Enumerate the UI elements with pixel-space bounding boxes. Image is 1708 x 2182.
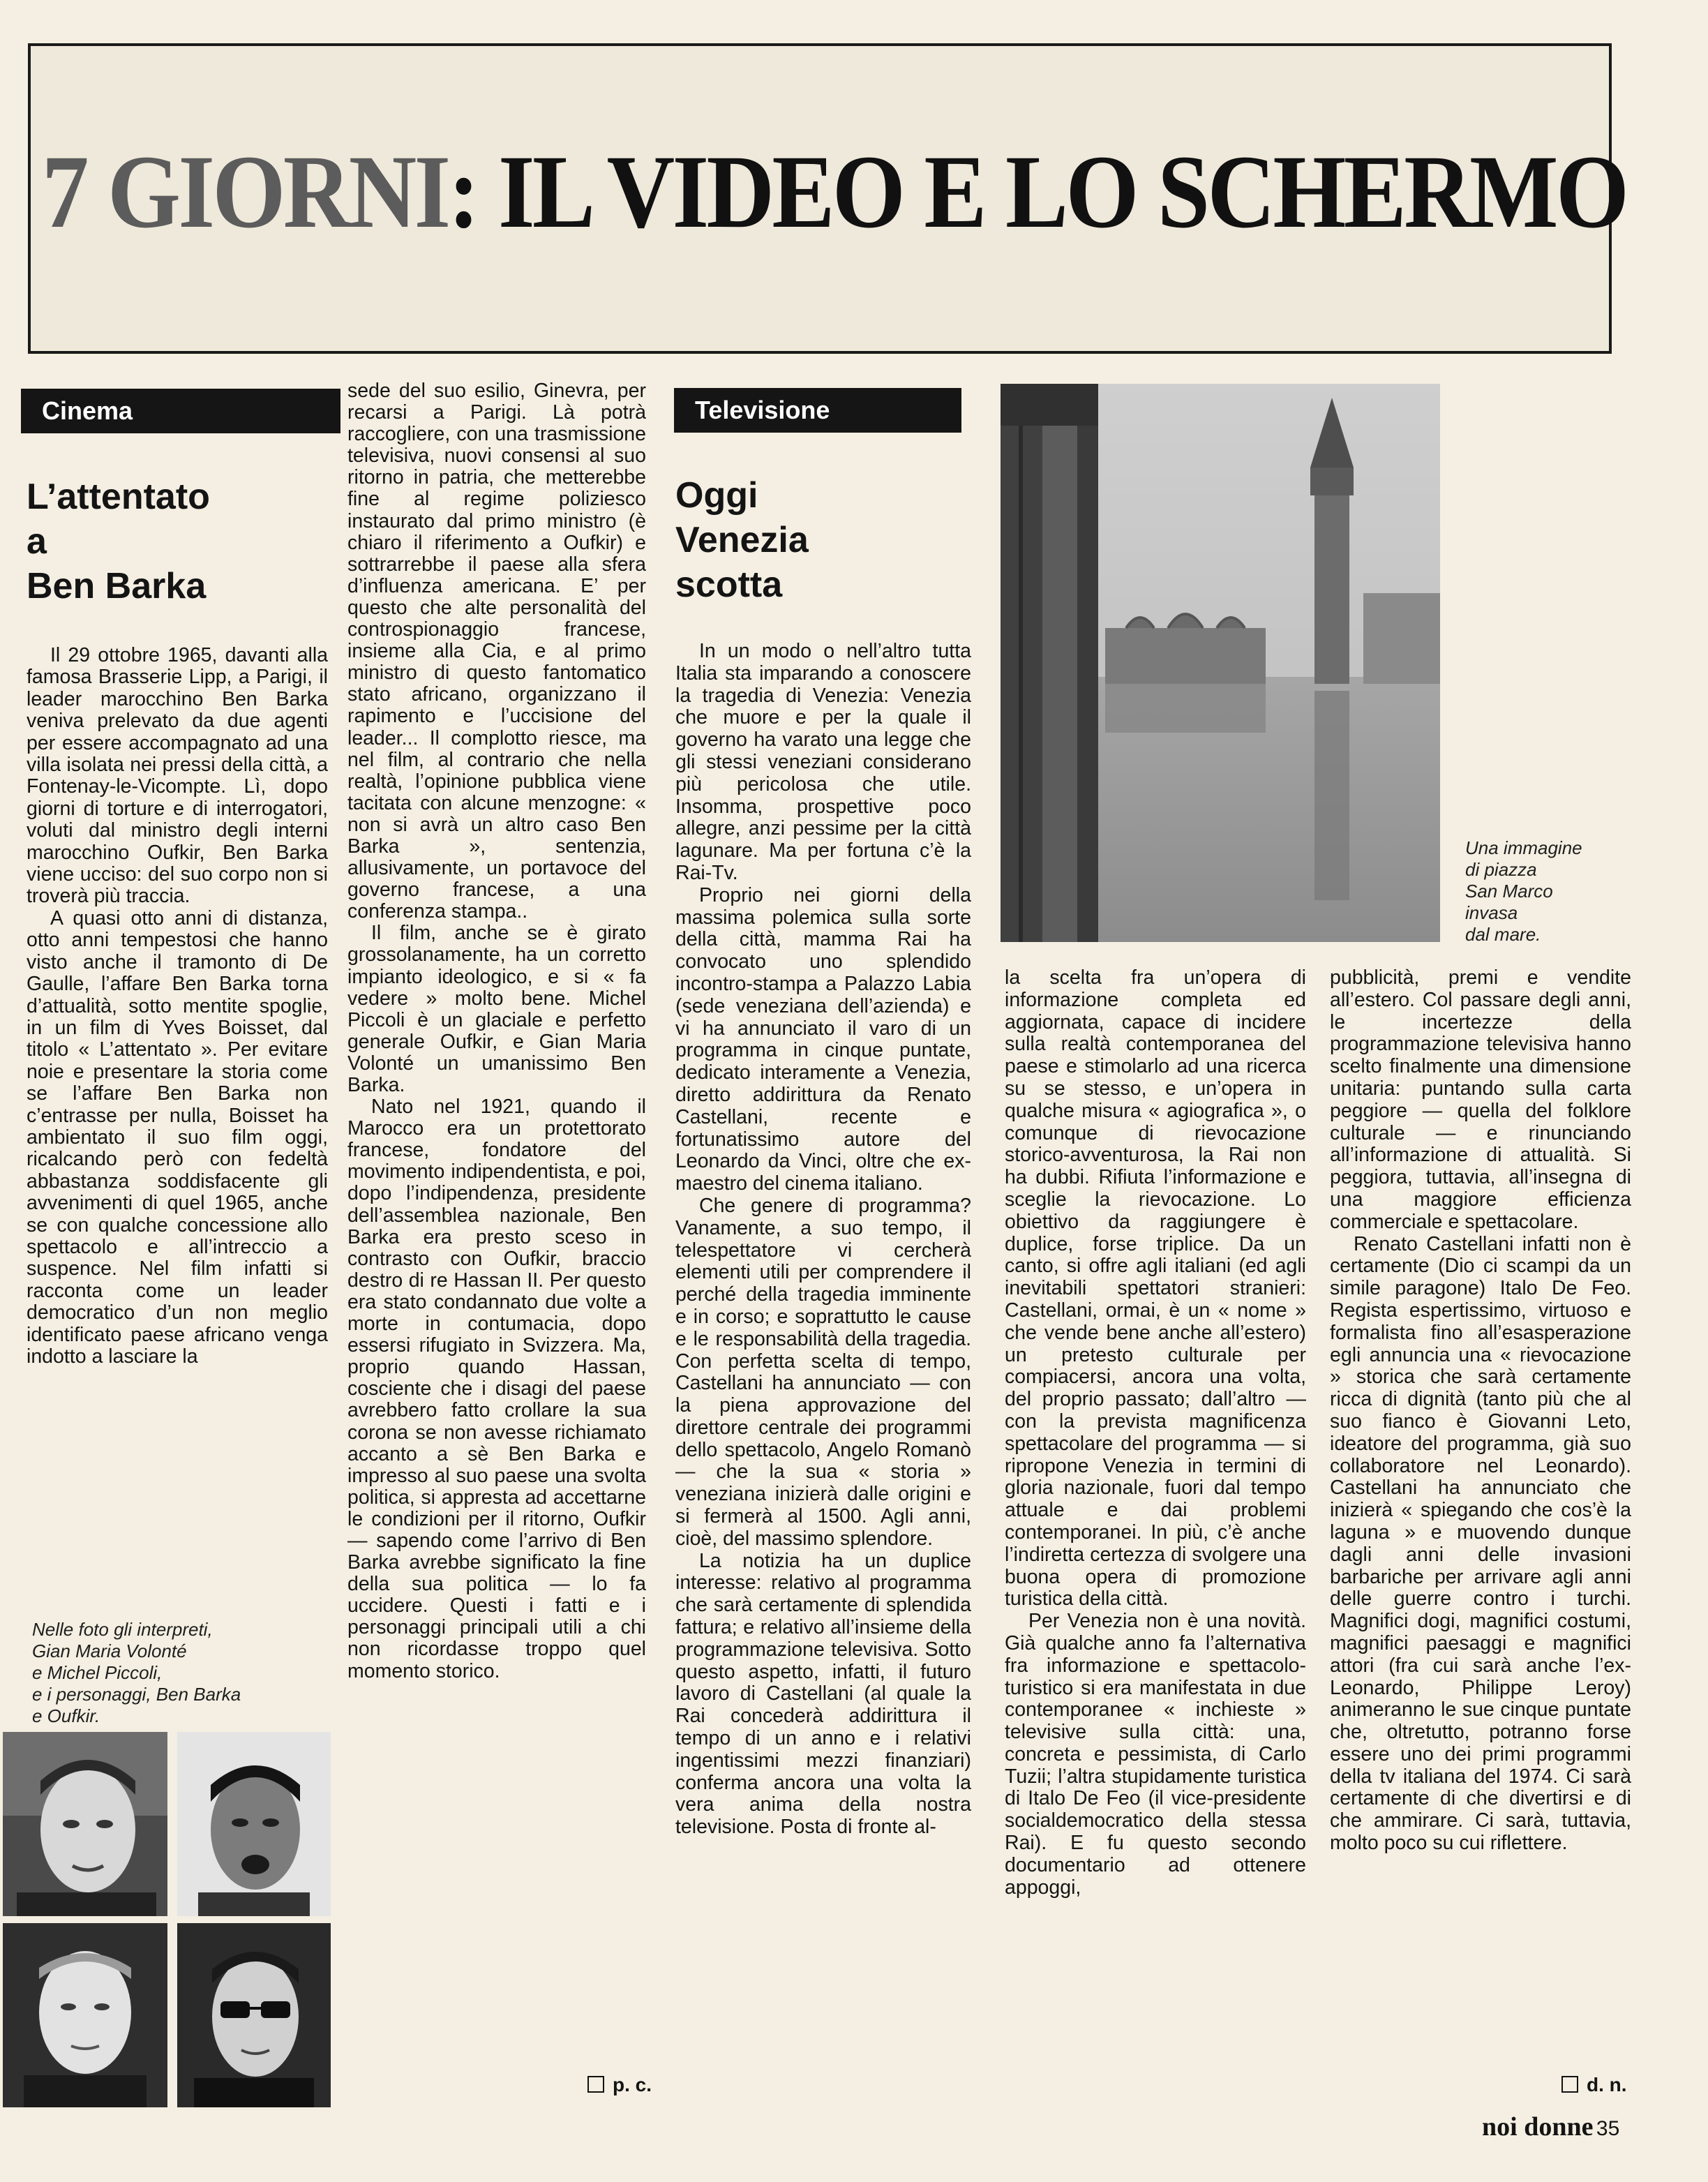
caption-line: invasa [1465, 902, 1518, 923]
cinema-column-2 [347, 380, 646, 1682]
caption-line: dal mare. [1465, 924, 1541, 945]
article-paragraph: pubblicità, premi e vendite all’estero. Col passare degli anni, le incertezze della programmazione televisiva hanno scelto finalmente una dimensione unitaria: puntando sulla carta peggiore — quella del folklore culturale — e rinunciando all’informazione di attualità. Si peggiora, tuttavia, all’insegna di una maggiore efficienza commerciale e spettacolare. [1330, 966, 1631, 1233]
page-footer [1482, 2112, 1619, 2144]
caption-line: e i personaggi, Ben Barka [32, 1684, 241, 1705]
section-label-cinema: Cinema [21, 389, 340, 433]
page-title-part1: 7 GIORNI [42, 134, 449, 250]
tv-column-5 [1330, 967, 1631, 1855]
section-label-televisione: Televisione [674, 388, 961, 433]
article-paragraph: Per Venezia non è una novità. Già qualche anno fa l’alternativa fra informazione e spettacolo-turistico si era manifestata in due contemporanee « inchieste » televisive sulla città: una, concreta e pessimista, di Carlo Tuzii; l’altra stupidamente turistica di Italo De Feo (il vice-presidente socialdemocratico della stessa Rai). E fu questo secondo documentario ad ottenere appoggi, [1005, 1610, 1306, 1899]
article-paragraph: la scelta fra un’opera di informazione completa ed aggiornata, capace di incidere sulla realtà contemporanea del paese e stimolarlo ad una ricerca su se stesso, e un’opera in qualche misura « agiografica », o comunque di rievocazione storico-avventurosa, la Rai non ha dubbi. Rifiuta l’informazione e sceglie la rievocazione. Lo obiettivo da raggiungere è duplice, forse triplice. Da un canto, si offre agli italiani (ed agli inevitabili spettatori stranieri: Castellani, ormai, è un « nome » che vende bene anche all’estero) un pretesto culturale per compiacersi, ancora una volta, del proprio passato; dall’altro — con la prevista magnificenza spettacolare del programma — si ripropone Venezia in termini di gloria nazionale, fuori dal tempo attuale e dai problemi contemporanei. In più, c’è anche l’indiretta certezza di svolgere una buona opera di promozione turistica della città. [1005, 966, 1306, 1611]
signature-box-icon [587, 2076, 604, 2093]
tv-signature [1561, 2074, 1627, 2096]
caption-line: Nelle foto gli interpreti, [32, 1619, 213, 1640]
page-title-colon: : [448, 134, 477, 250]
caption-line: e Oufkir. [32, 1705, 100, 1726]
article-paragraph: Che genere di programma? Vanamente, a suo tempo, il telespettatore vi cercherà elementi utili per comprendere il perché della tragedia imminente e in corso; e soprattutto le cause e le responsabilità della tragedia. Con perfetta scelta di tempo, Castellani ha annunciato — con la piena approvazione del direttore centrale dei programmi dello spettacolo, Angelo Romanò — che la sua « storia » veneziana inizierà dalle origini e si fermerà al 1500. Agli anni, cioè, del massimo splendore. [675, 1194, 971, 1550]
venice-photo-caption [1465, 837, 1647, 946]
article-paragraph: In un modo o nell’altro tutta Italia sta imparando a conoscere la tragedia di Venezia: Venezia che muore e per la quale il governo ha varato una legge che gli stessi veneziani considerano più pericolosa che utile. Insomma, prospettive poco allegre, anzi pessime per la città lagunare. Ma per fortuna c’è la Rai-Tv. [675, 640, 971, 884]
caption-line: Gian Maria Volonté [32, 1641, 187, 1661]
tv-column-4 [1005, 967, 1306, 1899]
signature-text: p. c. [613, 2074, 652, 2095]
article-paragraph: Proprio nei giorni della massima polemica sulla sorte della città, mamma Rai ha convocato uno splendido incontro-stampa a Palazzo Labia (sede veneziana dell’azienda) e vi ha annunciato il varo di un programma in cinque puntate, dedicato interamente a Venezia, diretto addirittura da Renato Castellani, recente e fortunatissimo autore del Leonardo da Vinci, oltre che ex-maestro del cinema italiano. [675, 883, 971, 1195]
cinema-column-1 [27, 645, 328, 1368]
tv-headline-line: Oggi [675, 475, 758, 516]
article-paragraph: Renato Castellani infatti non è certamente (Dio ci scampi da un simile paragone) Italo De Feo. Regista espertissimo, virtuoso e formalista fino all’esasperazione egli annuncia una « rievocazione » storica che sarà certamente ricca di dignità (tanto più che al suo fianco è Giovanni Leto, ideatore del programma, già suo collaboratore nel Leonardo). Castellani ha annunciato che inizierà « spiegando che cos’è la laguna » e muovendo dunque dagli anni delle invasioni barbariche per arrivare agli anni delle guerre contro i turchi. Magnifici dogi, magnifici costumi, magnifici paesaggi e magnifici attori (fra cui sarà anche l’ex-Leonardo, Philippe Leroy) animeranno le sue cinque puntate che, oltretutto, potranno forse essere uno dei primi programmi della tv italiana del 1974. Ci sarà certamente di che divertirsi e di che ammirare. Ci sarà, tuttavia, molto poco su cui riflettere. [1330, 1232, 1631, 1855]
cinema-headline [27, 474, 334, 608]
caption-line: e Michel Piccoli, [32, 1662, 163, 1683]
tv-headline [675, 473, 954, 607]
caption-line: San Marco [1465, 881, 1553, 902]
signature-text: d. n. [1587, 2074, 1627, 2095]
article-paragraph: Il film, anche se è girato grossolanamente, ha un corretto impianto ideologico, e si « fa vedere » molto bene. Michel Piccoli è un glaciale e perfetto generale Oufkir, e Gian Maria Volonté un umanissimo Ben Barka. [347, 922, 646, 1096]
article-paragraph: Il 29 ottobre 1965, davanti alla famosa Brasserie Lipp, a Parigi, il leader marocchino Ben Barka veniva prelevato da due agenti per essere accompagnato ad una villa isolata nei pressi della città, a Fontenay-le-Vicompte. Lì, dopo giorni di torture e di interrogatori, voluti dal ministro degli interni marocchino Oufkir, Ben Barka viene ucciso: del suo corpo non si troverà più traccia. [27, 644, 328, 908]
cinema-signature [587, 2074, 652, 2096]
cinema-photo-caption [32, 1619, 325, 1727]
signature-box-icon [1561, 2076, 1578, 2093]
tv-headline-line: scotta [675, 565, 783, 605]
portrait-photo-volonte [3, 1732, 167, 1916]
page-title [42, 134, 1627, 250]
portrait-photo-oufkir-1 [177, 1732, 331, 1916]
article-paragraph: Nato nel 1921, quando il Marocco era un protettorato francese, fondatore del movimento indipendentista, e poi, dopo l’indipendenza, presidente dell’assemblea nazionale, Ben Barka era presto sceso in contrasto con Oufkir, braccio destro di re Hassan II. Per questo era stato condannato due volte a morte in contumacia, dopo essersi rifugiato in Svizzera. Ma, proprio quando Hassan, cosciente che i disagi del paese avrebbero fatto crollare la sua corona se non avesse richiamato accanto a sè Ben Barka e impresso al suo paese una svolta politica, si appresta ad accettarne le condizioni per il ritorno, Oufkir — sapendo come l’arrivo di Ben Barka avrebbe significato la fine della sua politica — lo fa uccidere. Questi i fatti e i personaggi principali utili a chi non ricordasse troppo quel momento storico. [347, 1096, 646, 1682]
cinema-headline-line: Ben Barka [27, 566, 207, 606]
portrait-photo-piccoli [3, 1923, 167, 2107]
article-paragraph: La notizia ha un duplice interesse: relativo al programma che sarà certamente di splendida fattura; e relativo all’insieme della programmazione televisiva. Sotto questo aspetto, infatti, il futuro lavoro di Castellani (al quale la Rai concederà addirittura il tempo di un anno e i relativi ingentissimi mezzi finanziari) conferma ancora una volta la vera anima della nostra televisione. Posta di fronte al- [675, 1549, 971, 1839]
cinema-headline-line: L’attentato [27, 477, 210, 517]
article-paragraph: sede del suo esilio, Ginevra, per recarsi a Parigi. Là potrà raccogliere, con una trasmissione televisiva, nuovi consensi al suo ritorno in patria, che metterebbe fine al regime poliziesco instaurato dal primo ministro (è chiaro il riferimento a Oufkir) e sottrarrebbe il paese alla sfera d’influenza americana. E’ per questo che alte personalità del controspionaggio francese, insieme alla Cia, e al primo ministro di questo fantomatico stato africano, organizzano il rapimento e l’uccisione del leader... Il complotto riesce, ma nel film, al contrario che nella realtà, l’opinione pubblica viene tacitata con alcune menzogne: « non si avrà un altro caso Ben Barka », sentenzia, allusivamente, un portavoce del governo francese, a una conferenza stampa.. [347, 380, 646, 923]
tv-headline-line: Venezia [675, 520, 809, 560]
cinema-headline-line: a [27, 521, 47, 562]
tv-column-3 [675, 641, 971, 1839]
page-number: 35 [1596, 2117, 1620, 2140]
venice-photo [1001, 384, 1440, 942]
magazine-brand: noi donne [1482, 2112, 1594, 2142]
portrait-photo-oufkir-2 [177, 1923, 331, 2107]
article-paragraph: A quasi otto anni di distanza, otto anni tempestosi che hanno visto anche il tramonto di De Gaulle, l’affare Ben Barka torna d’attualità, sotto mentite spoglie, in un film di Yves Boisset, dal titolo « L’attentato ». Per evitare noie e presentare la storia come se l’affare Ben Barka non c’entrasse per nulla, Boisset ha ambientato il suo film oggi, ricalcando però con fedeltà abbastanza soddisfacente gli avvenimenti di quel 1965, anche se con qualche concessione allo spettacolo e all’intreccio a suspence. Nel film infatti si racconta come un leader democratico d’un non meglio identificato paese africano venga indotto a lasciare la [27, 906, 328, 1368]
caption-line: di piazza [1465, 859, 1537, 880]
caption-line: Una immagine [1465, 837, 1582, 858]
page-title-part2: IL VIDEO E LO SCHERMO [498, 134, 1627, 250]
